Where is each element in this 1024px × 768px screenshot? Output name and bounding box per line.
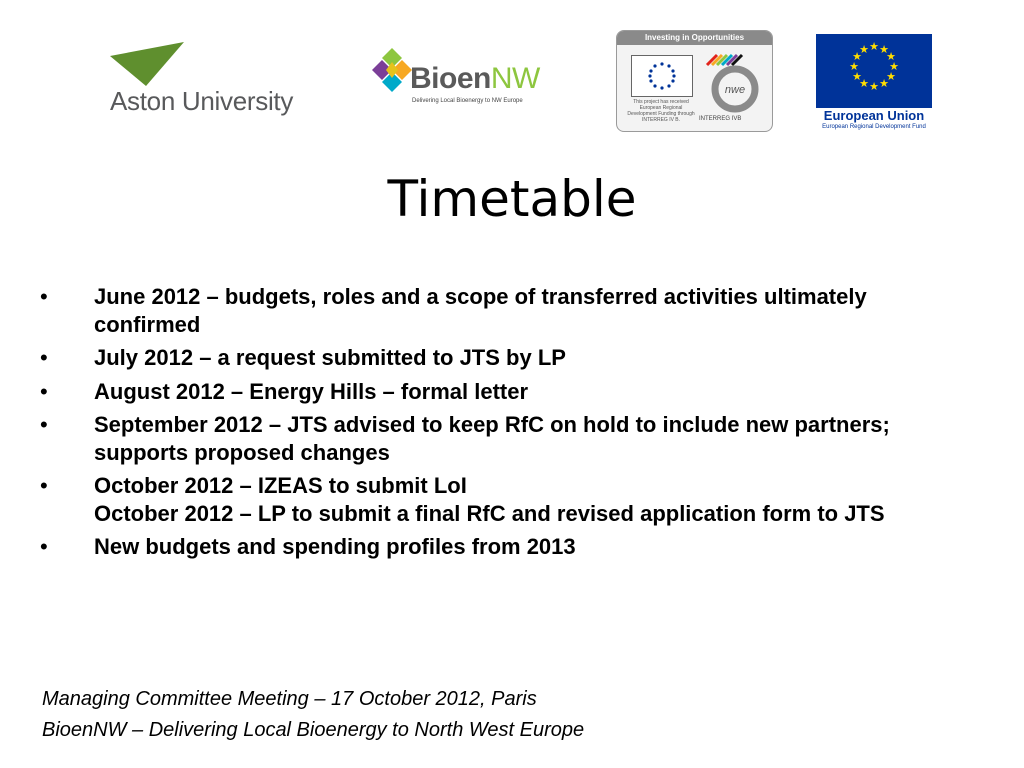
slide-footer (42, 684, 584, 746)
timetable-item (40, 378, 920, 406)
svg-text:★: ★ (886, 50, 896, 63)
aston-logo-text: Aston University (110, 86, 294, 116)
timetable-item-text: October 2012 – LP to submit a final RfC and revised application form to JTS (94, 500, 885, 526)
timetable-item-text: September 2012 – JTS advised to keep RfC on hold to include new partners; supports proposed changes (94, 412, 890, 465)
nw-text: NW (490, 62, 540, 95)
svg-text:★: ★ (859, 77, 869, 90)
svg-text:★: ★ (869, 40, 879, 53)
nwe-text: nwe (724, 84, 746, 96)
svg-text:★: ★ (869, 80, 879, 93)
timetable-item (40, 411, 920, 466)
timetable-item (40, 344, 920, 372)
svg-text:★: ★ (879, 43, 889, 56)
svg-text:★: ★ (852, 50, 862, 63)
eu-fund: European Regional Development Fund (822, 124, 926, 130)
svg-text:★: ★ (849, 60, 859, 73)
bullet-dot: • (40, 534, 48, 559)
footer-project: BioenNW – Delivering Local Bioenergy to North West Europe (42, 719, 585, 741)
interreg-program-label: INTERREG IVB (699, 116, 742, 122)
timetable-item (40, 533, 920, 561)
svg-text:★: ★ (852, 70, 862, 83)
bullet-dot: • (40, 412, 48, 437)
eu-mini-flag-icon (631, 55, 693, 97)
timetable-item (40, 283, 920, 338)
interreg-nwe-logo (616, 30, 773, 132)
aston-triangle-icon (108, 40, 188, 88)
bullet-dot: • (40, 378, 48, 404)
svg-text:★: ★ (886, 70, 896, 83)
eu-name: European Union (823, 108, 925, 123)
footer-meeting: Managing Committee Meeting – 17 October 2012, Paris (42, 688, 537, 710)
bioen-text: Bioen (410, 62, 491, 95)
timetable-item-text: July 2012 – a request submitted to JTS by LP (94, 345, 566, 370)
interreg-banner: Investing in Opportunities (617, 31, 772, 45)
nwe-ring-icon (701, 51, 765, 115)
bioennw-logo-text (410, 62, 540, 96)
svg-text:★: ★ (889, 60, 899, 73)
svg-text:★: ★ (879, 77, 889, 90)
timetable-list (40, 283, 920, 567)
bullet-dot: • (40, 345, 48, 370)
timetable-item-text: June 2012 – budgets, roles and a scope of transferred activities ultimately confirmed (94, 284, 867, 337)
eu-flag-icon (816, 34, 932, 108)
bioennw-logo (372, 46, 542, 110)
timetable-item-text: New budgets and spending profiles from 2013 (94, 534, 576, 559)
timetable-item-text: October 2012 – IZEAS to submit LoI (94, 473, 467, 498)
european-union-logo (816, 34, 932, 130)
bioennw-diamonds-icon (372, 46, 412, 98)
bioennw-tagline: Delivering Local Bioenergy to NW Europe (412, 98, 523, 104)
bullet-dot: • (40, 473, 48, 498)
slide-title: Timetable (387, 170, 637, 228)
timetable-item-text: August 2012 – Energy Hills – formal letter (94, 378, 529, 404)
timetable-item (40, 472, 920, 527)
svg-text:★: ★ (859, 43, 869, 56)
bullet-dot: • (40, 284, 48, 309)
aston-university-logo (108, 40, 308, 116)
interreg-note: This project has received European Regional Development Funding through INTERREG IV B. (627, 99, 695, 123)
